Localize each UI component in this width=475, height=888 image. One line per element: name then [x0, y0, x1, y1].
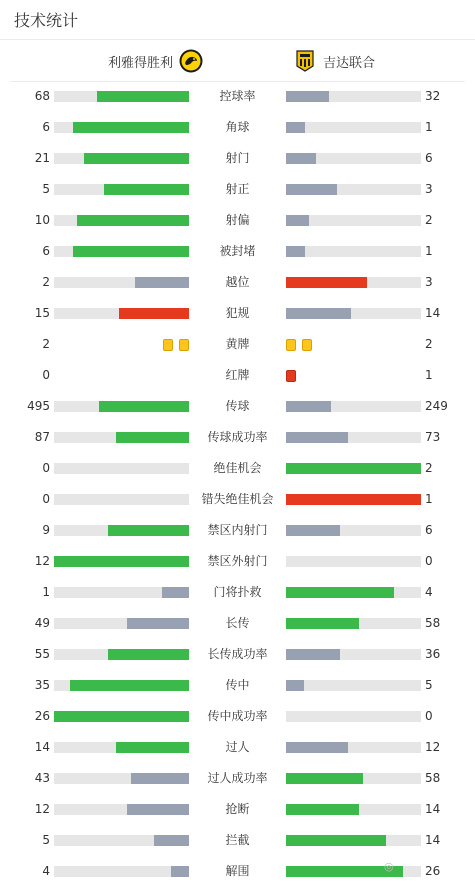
home-bar-track	[54, 91, 189, 102]
away-bar-fill	[286, 804, 359, 815]
away-bar-fill	[286, 773, 363, 784]
home-bar-track	[54, 432, 189, 443]
section-title: 技术统计	[14, 11, 79, 30]
stat-row	[0, 423, 475, 454]
home-value: 4	[42, 864, 50, 878]
away-bar-fill	[286, 463, 421, 474]
stat-label: 红牌	[225, 368, 250, 382]
away-value: 6	[425, 151, 433, 165]
away-value: 58	[425, 616, 441, 630]
stat-row	[0, 113, 475, 144]
home-value: 14	[34, 740, 50, 754]
away-bar-track	[286, 587, 421, 598]
stat-row	[0, 361, 475, 392]
al-ittihad-logo-icon	[293, 49, 317, 73]
home-bar-fill	[70, 680, 189, 691]
stat-row	[0, 454, 475, 485]
stat-row	[0, 175, 475, 206]
home-value: 35	[34, 678, 50, 692]
home-bar-track	[54, 277, 189, 288]
away-value: 249	[425, 399, 448, 413]
stat-row	[0, 671, 475, 702]
away-bar-fill	[286, 618, 359, 629]
home-value: 21	[34, 151, 50, 165]
home-value: 15	[34, 306, 50, 320]
away-value: 4	[425, 585, 433, 599]
away-bar-track	[286, 866, 421, 877]
home-value: 26	[34, 709, 50, 723]
away-bar-fill	[286, 122, 305, 133]
stat-label: 禁区内射门	[207, 523, 268, 537]
home-bar-fill	[116, 432, 189, 443]
home-value: 12	[34, 554, 50, 568]
stat-row	[0, 516, 475, 547]
stat-label: 犯规	[225, 306, 250, 320]
home-value: 10	[34, 213, 50, 227]
home-bar-fill	[171, 866, 189, 877]
stat-row	[0, 392, 475, 423]
stat-row	[0, 268, 475, 299]
away-value: 73	[425, 430, 441, 444]
away-bar-track	[286, 804, 421, 815]
away-value: 26	[425, 864, 441, 878]
yellow-card-icon	[163, 339, 173, 351]
stat-row	[0, 206, 475, 237]
away-value: 1	[425, 244, 433, 258]
away-bar-track	[286, 463, 421, 474]
stat-row	[0, 609, 475, 640]
yellow-card-icon	[302, 339, 312, 351]
away-bar-fill	[286, 153, 316, 164]
teams-header	[10, 40, 465, 82]
stat-row	[0, 330, 475, 361]
home-bar-fill	[119, 308, 189, 319]
stat-label: 射正	[225, 182, 250, 196]
stat-row	[0, 299, 475, 330]
away-bar-fill	[286, 246, 305, 257]
away-bar-track	[286, 184, 421, 195]
away-value: 1	[425, 492, 433, 506]
stat-label: 角球	[225, 120, 250, 134]
home-bar-track	[54, 556, 189, 567]
away-value: 3	[425, 182, 433, 196]
home-bar-fill	[73, 122, 189, 133]
away-value: 12	[425, 740, 441, 754]
away-bar-track	[286, 835, 421, 846]
away-bar-track	[286, 401, 421, 412]
stat-label: 射偏	[225, 213, 250, 227]
away-bar-fill	[286, 184, 337, 195]
home-team-name: 利雅得胜利	[108, 55, 174, 71]
home-bar-fill	[84, 153, 189, 164]
home-bar-track	[54, 618, 189, 629]
away-bar-fill	[286, 494, 421, 505]
away-value: 2	[425, 213, 433, 227]
stat-label: 传中	[225, 678, 250, 692]
home-bar-fill	[77, 215, 189, 226]
away-bar-fill	[286, 277, 367, 288]
home-bar-track	[54, 246, 189, 257]
home-bar-track	[54, 308, 189, 319]
stat-label: 黄牌	[225, 337, 250, 351]
stat-row	[0, 237, 475, 268]
away-value: 32	[425, 89, 441, 103]
away-bar-fill	[286, 401, 331, 412]
away-bar-track	[286, 494, 421, 505]
home-value: 0	[42, 368, 50, 382]
stat-label: 过人成功率	[207, 771, 268, 785]
home-bar-fill	[99, 401, 189, 412]
away-value: 2	[425, 461, 433, 475]
away-value: 14	[425, 306, 441, 320]
stat-label: 长传成功率	[207, 647, 268, 661]
away-value: 58	[425, 771, 441, 785]
stat-label: 越位	[225, 275, 250, 289]
home-value: 2	[42, 337, 50, 351]
stat-row	[0, 578, 475, 609]
away-bar-track	[286, 618, 421, 629]
home-bar-fill	[54, 711, 189, 722]
home-value: 55	[34, 647, 50, 661]
away-bar-track	[286, 308, 421, 319]
home-bar-fill	[116, 742, 189, 753]
stat-label: 控球率	[219, 89, 256, 103]
home-bar-track	[54, 680, 189, 691]
al-nassr-logo-icon	[179, 49, 203, 73]
away-bar-track	[286, 215, 421, 226]
stat-label: 解围	[225, 864, 250, 878]
stat-label: 传球成功率	[207, 430, 268, 444]
home-bar-track	[54, 711, 189, 722]
away-value: 6	[425, 523, 433, 537]
home-value: 5	[42, 182, 50, 196]
away-bar-fill	[286, 215, 309, 226]
stat-label: 长传	[225, 616, 250, 630]
away-bar-track	[286, 649, 421, 660]
home-bar-track	[54, 122, 189, 133]
home-bar-fill	[131, 773, 189, 784]
away-value: 14	[425, 833, 441, 847]
stat-row	[0, 547, 475, 578]
home-bar-fill	[127, 618, 189, 629]
away-value: 2	[425, 337, 433, 351]
away-value: 0	[425, 709, 433, 723]
home-bar-fill	[127, 804, 189, 815]
away-bar-fill	[286, 525, 340, 536]
away-value: 14	[425, 802, 441, 816]
home-bar-track	[54, 835, 189, 846]
home-bar-track	[54, 184, 189, 195]
away-bar-fill	[286, 587, 394, 598]
home-bar-fill	[97, 91, 189, 102]
home-bar-track	[54, 866, 189, 877]
away-value: 36	[425, 647, 441, 661]
stat-row	[0, 82, 475, 113]
home-bar-track	[54, 525, 189, 536]
home-bar-fill	[162, 587, 189, 598]
stat-row	[0, 485, 475, 516]
stat-label: 绝佳机会	[213, 461, 262, 475]
away-bar-fill	[286, 308, 351, 319]
home-value: 87	[34, 430, 50, 444]
home-bar-fill	[154, 835, 189, 846]
home-bar-fill	[54, 556, 189, 567]
away-bar-track	[286, 711, 421, 722]
section-header	[0, 0, 475, 40]
home-team[interactable]	[102, 47, 203, 75]
away-value: 0	[425, 554, 433, 568]
stat-row	[0, 640, 475, 671]
red-card-icon	[286, 370, 296, 382]
home-bar-track	[54, 649, 189, 660]
home-value: 6	[42, 244, 50, 258]
stat-label: 错失绝佳机会	[201, 492, 274, 506]
away-bar-track	[286, 742, 421, 753]
home-bar-track	[54, 773, 189, 784]
away-bar-fill	[286, 649, 340, 660]
away-value: 3	[425, 275, 433, 289]
home-value: 43	[34, 771, 50, 785]
away-bar-fill	[286, 680, 304, 691]
home-value: 68	[34, 89, 50, 103]
home-bar-track	[54, 463, 189, 474]
away-bar-fill	[286, 742, 348, 753]
stat-label: 禁区外射门	[207, 554, 268, 568]
home-bar-track	[54, 804, 189, 815]
home-bar-track	[54, 153, 189, 164]
home-value: 2	[42, 275, 50, 289]
away-bar-track	[286, 91, 421, 102]
stat-label: 过人	[225, 740, 250, 754]
away-value: 1	[425, 368, 433, 382]
home-bar-track	[54, 494, 189, 505]
home-value: 9	[42, 523, 50, 537]
home-value: 5	[42, 833, 50, 847]
home-bar-track	[54, 401, 189, 412]
away-bar-track	[286, 122, 421, 133]
stats-list	[0, 82, 475, 888]
home-value: 0	[42, 492, 50, 506]
stat-label: 门将扑救	[213, 585, 262, 599]
away-bar-track	[286, 525, 421, 536]
home-bar-fill	[104, 184, 189, 195]
away-bar-track	[286, 432, 421, 443]
home-value: 1	[42, 585, 50, 599]
stat-row	[0, 857, 475, 888]
away-value: 1	[425, 120, 433, 134]
away-bar-track	[286, 153, 421, 164]
home-value: 12	[34, 802, 50, 816]
away-bar-fill	[286, 432, 348, 443]
home-bar-fill	[135, 277, 189, 288]
stat-label: 拦截	[225, 833, 250, 847]
home-bar-fill	[73, 246, 189, 257]
away-bar-track	[286, 246, 421, 257]
away-bar-fill	[286, 91, 329, 102]
home-value: 49	[34, 616, 50, 630]
home-value: 495	[27, 399, 50, 413]
stat-label: 射门	[225, 151, 250, 165]
home-bar-track	[54, 587, 189, 598]
yellow-card-icon	[179, 339, 189, 351]
stat-row	[0, 144, 475, 175]
yellow-card-icon	[286, 339, 296, 351]
stat-label: 抢断	[225, 802, 250, 816]
home-bar-fill	[108, 525, 189, 536]
home-bar-fill	[108, 649, 189, 660]
away-bar-fill	[286, 835, 386, 846]
away-bar-track	[286, 556, 421, 567]
stat-row	[0, 764, 475, 795]
stat-label: 传球	[225, 399, 250, 413]
stat-row	[0, 795, 475, 826]
home-bar-track	[54, 742, 189, 753]
stat-row	[0, 733, 475, 764]
away-team-name: 吉达联合	[323, 55, 376, 71]
stat-row	[0, 702, 475, 733]
home-bar-track	[54, 215, 189, 226]
away-team[interactable]	[293, 47, 381, 75]
home-value: 0	[42, 461, 50, 475]
home-value: 6	[42, 120, 50, 134]
stat-label: 传中成功率	[207, 709, 268, 723]
away-bar-track	[286, 680, 421, 691]
away-bar-track	[286, 277, 421, 288]
stat-row	[0, 826, 475, 857]
away-value: 5	[425, 678, 433, 692]
away-bar-track	[286, 773, 421, 784]
stat-label: 被封堵	[219, 244, 256, 258]
watermark-icon: ◎	[384, 860, 394, 873]
